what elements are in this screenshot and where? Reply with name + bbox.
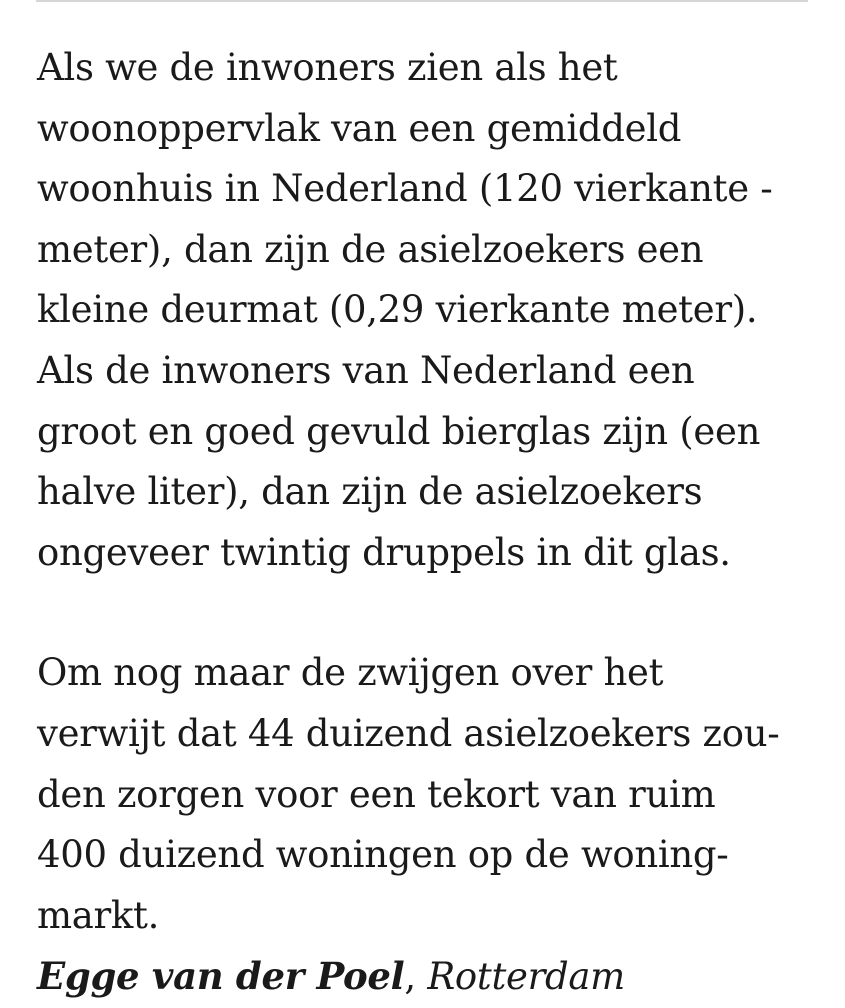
letter-paragraph [37, 643, 827, 946]
text-line: meter), dan zijn de asielzoekers een [37, 227, 704, 271]
text-line: kleine deurmat (0,29 vierkante meter). [37, 288, 758, 332]
paragraph-spacer [37, 583, 827, 643]
letter-article [37, 38, 827, 1008]
text-line: ongeveer twintig druppels in dit glas. [37, 530, 731, 574]
letter-paragraph [37, 38, 827, 583]
top-divider [36, 0, 808, 2]
text-line: woonhuis in Nederland (120 vierkante - [37, 167, 773, 211]
signature-separator: , [404, 955, 428, 999]
text-line: den zorgen voor een tekort van ruim [37, 772, 716, 816]
author-name: Egge van der Poel [37, 954, 405, 999]
text-line: 400 duizend woningen op de woning- [37, 833, 729, 877]
text-line: Als we de inwoners zien als het [37, 46, 618, 89]
text-line: markt. [37, 893, 160, 937]
letter-signature [37, 946, 827, 1008]
author-place: Rotterdam [427, 955, 625, 999]
text-line: Om nog maar de zwijgen over het [37, 651, 664, 695]
text-line: groot en goed gevuld bierglas zijn (een [37, 409, 761, 453]
text-line: Als de inwoners van Nederland een [37, 348, 695, 392]
text-line: halve liter), dan zijn de asielzoekers [37, 470, 703, 514]
text-line: verwijt dat 44 duizend asielzoekers zou- [37, 711, 780, 755]
text-line: woonoppervlak van een gemiddeld [37, 106, 682, 150]
